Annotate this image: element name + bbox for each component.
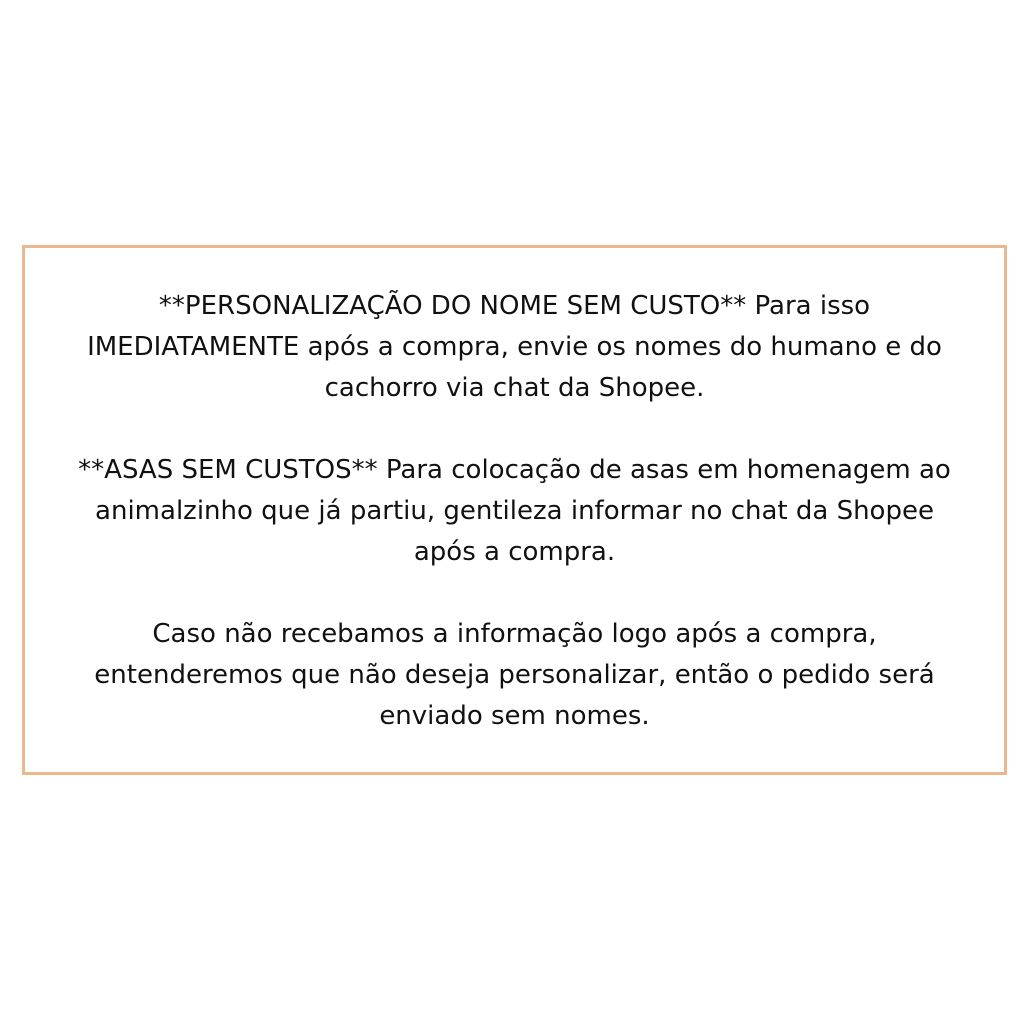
notice-box <box>22 245 1007 775</box>
no-names-notice <box>25 614 1004 737</box>
personalization-notice <box>25 286 1004 409</box>
notice-line: **ASAS SEM CUSTOS** Para colocação de asas em homenagem ao <box>78 455 951 485</box>
notice-line: animalzinho que já partiu, gentileza informar no chat da Shopee <box>95 496 934 526</box>
notice-line: após a compra. <box>413 537 616 567</box>
notice-line: entenderemos que não deseja personalizar, então o pedido será <box>94 660 935 690</box>
notice-line: cachorro via chat da Shopee. <box>324 373 705 403</box>
wings-notice <box>25 450 1004 573</box>
notice-line: Caso não recebamos a informação logo após a compra, <box>152 619 877 649</box>
notice-line: **PERSONALIZAÇÃO DO NOME SEM CUSTO** Para isso <box>158 291 871 321</box>
notice-line: IMEDIATAMENTE após a compra, envie os nomes do humano e do <box>87 332 942 362</box>
notice-line: enviado sem nomes. <box>379 701 650 731</box>
